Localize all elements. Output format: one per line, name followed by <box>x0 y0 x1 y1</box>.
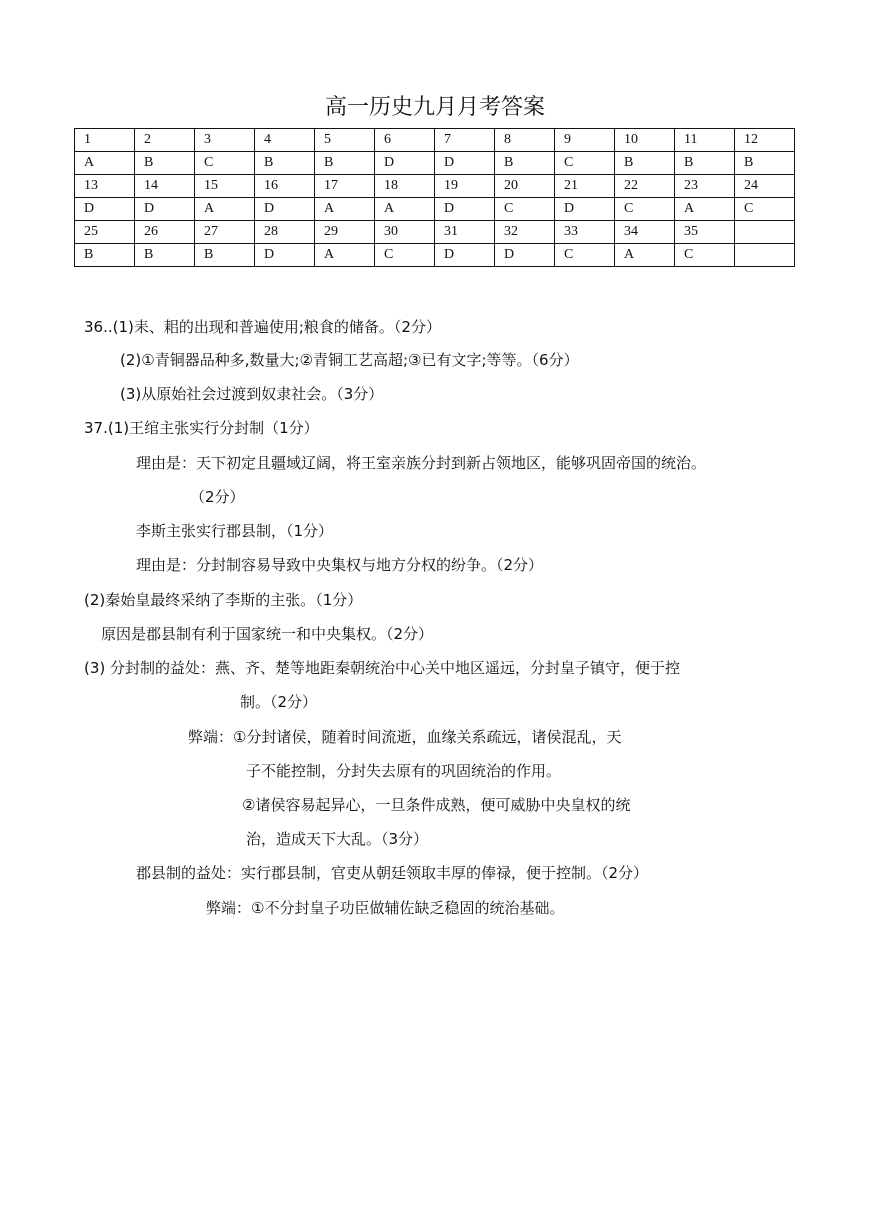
answer-37-1-reason-b: 理由是：分封制容易导致中央集权与地方分权的纷争。（2分） <box>136 556 544 574</box>
answer-37-3-fengjian-benefit: (3) 分封制的益处：燕、齐、楚等地距秦朝统治中心关中地区遥远，分封皇子镇守，便于控 <box>84 659 681 677</box>
table-cell <box>735 221 795 244</box>
table-cell <box>735 244 795 267</box>
table-cell: 31 <box>435 221 495 244</box>
table-cell: 2 <box>135 129 195 152</box>
answer-36-1: 36..(1)耒、耜的出现和普遍使用;粮食的储备。（2分） <box>84 318 441 336</box>
table-cell: D <box>435 244 495 267</box>
answer-37-3-fengjian-benefit-cont: 制。（2分） <box>240 693 318 711</box>
table-cell: C <box>195 152 255 175</box>
table-cell: D <box>495 244 555 267</box>
answer-37-3-junxian-benefit: 郡县制的益处：实行郡县制，官吏从朝廷领取丰厚的俸禄，便于控制。（2分） <box>136 864 649 882</box>
table-cell: A <box>315 244 375 267</box>
answer-37-3-junxian-drawback: 弊端：①不分封皇子功臣做辅佐缺乏稳固的统治基础。 <box>206 899 565 917</box>
table-cell: C <box>615 198 675 221</box>
table-cell: 11 <box>675 129 735 152</box>
table-cell: 24 <box>735 175 795 198</box>
table-cell: A <box>675 198 735 221</box>
answer-37-3-fengjian-drawback-1-cont: 子不能控制，分封失去原有的巩固统治的作用。 <box>246 762 562 780</box>
table-cell: 5 <box>315 129 375 152</box>
table-cell: 15 <box>195 175 255 198</box>
table-cell: B <box>615 152 675 175</box>
table-cell: D <box>435 152 495 175</box>
table-cell: 30 <box>375 221 435 244</box>
table-cell: B <box>495 152 555 175</box>
table-cell: D <box>255 198 315 221</box>
table-cell: 26 <box>135 221 195 244</box>
table-cell: 28 <box>255 221 315 244</box>
table-cell: 35 <box>675 221 735 244</box>
table-cell: 3 <box>195 129 255 152</box>
table-cell: B <box>735 152 795 175</box>
answer-37-1-reason-a: 理由是：天下初定且疆域辽阔，将王室亲族分封到新占领地区，能够巩固帝国的统治。 <box>136 454 707 472</box>
answer-36-2: (2)①青铜器品种多,数量大;②青铜工艺高超;③已有文字;等等。（6分） <box>120 351 579 369</box>
table-cell: 17 <box>315 175 375 198</box>
table-cell: 20 <box>495 175 555 198</box>
table-cell: 16 <box>255 175 315 198</box>
table-row <box>75 221 795 244</box>
table-cell: B <box>255 152 315 175</box>
table-cell: B <box>135 152 195 175</box>
table-cell: 12 <box>735 129 795 152</box>
table-cell: 21 <box>555 175 615 198</box>
table-cell: B <box>675 152 735 175</box>
table-cell: 10 <box>615 129 675 152</box>
table-cell: A <box>615 244 675 267</box>
table-cell: A <box>195 198 255 221</box>
answer-37-1-reason-a-score: （2分） <box>190 488 245 506</box>
table-cell: 27 <box>195 221 255 244</box>
table-cell: C <box>555 152 615 175</box>
table-cell: A <box>375 198 435 221</box>
table-row <box>75 198 795 221</box>
table-cell: 34 <box>615 221 675 244</box>
table-cell: B <box>195 244 255 267</box>
table-cell: D <box>75 198 135 221</box>
table-cell: 4 <box>255 129 315 152</box>
answer-37-2-reason: 原因是郡县制有利于国家统一和中央集权。（2分） <box>101 625 434 643</box>
table-row <box>75 244 795 267</box>
table-cell: C <box>555 244 615 267</box>
table-row <box>75 152 795 175</box>
table-cell: 25 <box>75 221 135 244</box>
table-cell: 18 <box>375 175 435 198</box>
table-cell: 8 <box>495 129 555 152</box>
answer-36-3: (3)从原始社会过渡到奴隶社会。（3分） <box>120 385 384 403</box>
table-cell: B <box>135 244 195 267</box>
answer-37-2: (2)秦始皇最终采纳了李斯的主张。（1分） <box>84 591 363 609</box>
table-cell: 1 <box>75 129 135 152</box>
table-cell: D <box>135 198 195 221</box>
table-cell: B <box>315 152 375 175</box>
answer-37-1: 37.(1)王绾主张实行分封制（1分） <box>84 419 319 437</box>
answer-37-3-fengjian-drawback-2: ②诸侯容易起异心，一旦条件成熟，便可威胁中央皇权的统 <box>242 796 631 814</box>
table-cell: 7 <box>435 129 495 152</box>
table-cell: D <box>375 152 435 175</box>
page-title: 高一历史九月月考答案 <box>324 95 545 120</box>
answer-37-3-fengjian-drawback-2-cont: 治，造成天下大乱。（3分） <box>246 830 429 848</box>
table-row <box>75 129 795 152</box>
table-cell: D <box>435 198 495 221</box>
table-cell: D <box>255 244 315 267</box>
table-cell: B <box>75 244 135 267</box>
table-row <box>75 175 795 198</box>
table-cell: 6 <box>375 129 435 152</box>
table-cell: 23 <box>675 175 735 198</box>
table-cell: C <box>675 244 735 267</box>
table-cell: A <box>315 198 375 221</box>
answer-table <box>74 128 795 267</box>
answer-37-1-li-si: 李斯主张实行郡县制，（1分） <box>136 522 334 540</box>
table-cell: D <box>555 198 615 221</box>
table-cell: 9 <box>555 129 615 152</box>
table-cell: 32 <box>495 221 555 244</box>
table-cell: 22 <box>615 175 675 198</box>
answer-37-3-fengjian-drawback-1: 弊端：①分封诸侯，随着时间流逝，血缘关系疏远，诸侯混乱，天 <box>188 728 622 746</box>
table-cell: 33 <box>555 221 615 244</box>
table-cell: 29 <box>315 221 375 244</box>
table-cell: 14 <box>135 175 195 198</box>
table-cell: C <box>375 244 435 267</box>
table-cell: C <box>735 198 795 221</box>
table-cell: 13 <box>75 175 135 198</box>
table-cell: C <box>495 198 555 221</box>
table-cell: 19 <box>435 175 495 198</box>
table-cell: A <box>75 152 135 175</box>
